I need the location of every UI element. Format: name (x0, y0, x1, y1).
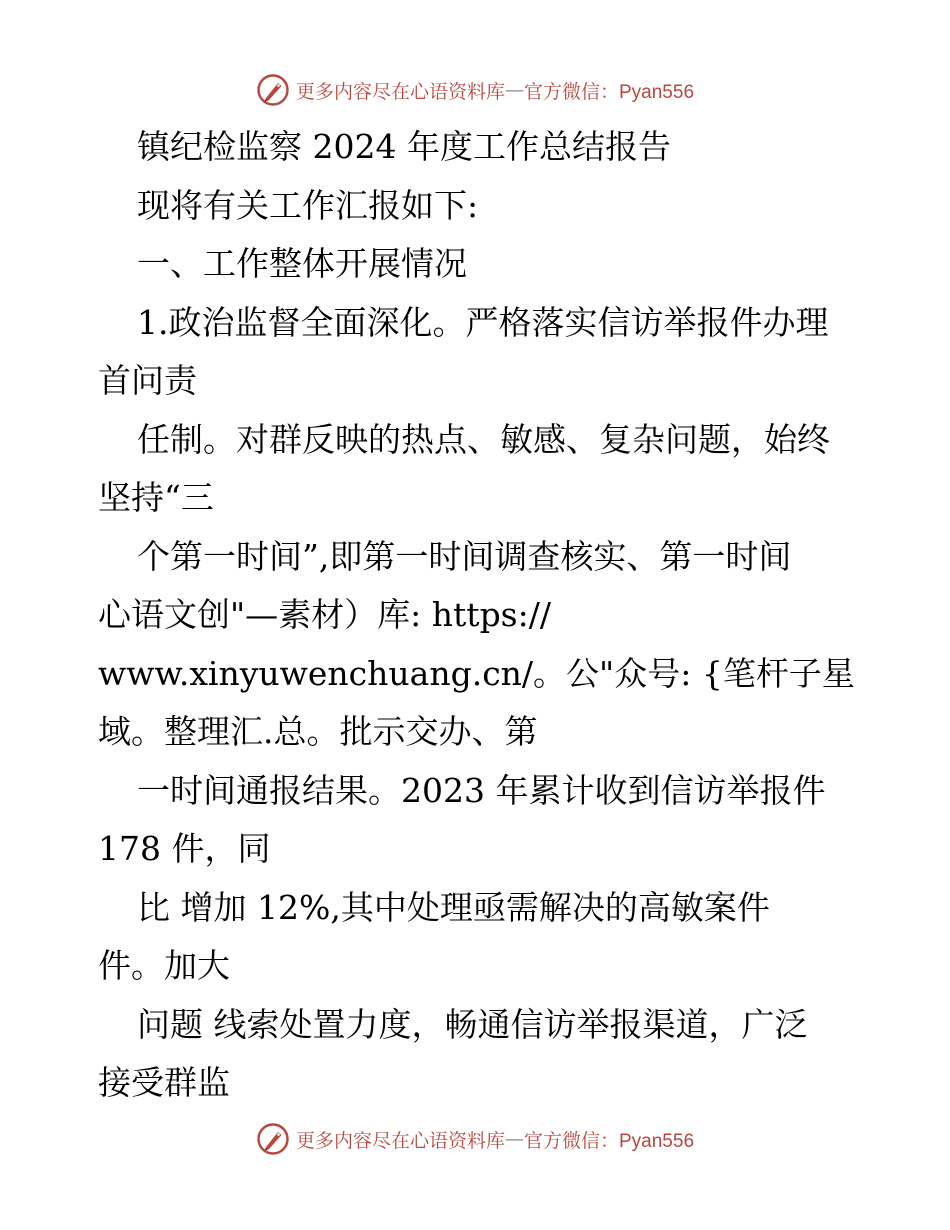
body-line: 一时间通报结果。2023 年累计收到信访举报件 (137, 770, 826, 810)
body-line: 1.政治监督全面深化。严格落实信访举报件办理 (137, 302, 829, 342)
header-banner (0, 70, 950, 110)
section-heading: 一、工作整体开展情况 (137, 244, 467, 283)
document-body (98, 118, 858, 1113)
body-line: 域。整理汇.总。批示交办、第 (98, 712, 538, 751)
body-line: 个第一时间”,即第一时间调查核实、第一时间 (137, 536, 792, 576)
footer-banner (0, 1119, 950, 1159)
body-line: 件。加大 (98, 946, 230, 985)
banner-separator: — (505, 1128, 524, 1150)
body-line: www.xinyuwenchuang.cn/。公"众号: {笔杆子星 (98, 653, 855, 693)
banner-text: 更多内容尽在心语资料库 (295, 1129, 505, 1152)
banner-separator: — (505, 79, 524, 101)
banner-contact: 官方微信：Pyan556 (524, 1130, 695, 1152)
body-line: 接受群监 (98, 1063, 230, 1102)
banner-text: 更多内容尽在心语资料库 (295, 80, 505, 103)
body-line: 问题 线索处置力度，畅通信访举报渠道，广泛 (137, 1004, 808, 1044)
banner-contact: 官方微信：Pyan556 (524, 81, 695, 103)
document-title: 镇纪检监察 2024 年度工作总结报告 (137, 127, 671, 166)
pen-nib-logo-icon (256, 73, 290, 107)
body-line: 任制。对群反映的热点、敏感、复杂问题，始终 (137, 419, 830, 459)
body-line: 178 件，同 (98, 829, 271, 868)
body-line: 首问责 (98, 361, 197, 400)
body-line: 现将有关工作汇报如下: (137, 185, 479, 225)
body-line: 比 增加 12%,其中处理亟需解决的高敏案件 (137, 887, 770, 927)
body-line: 坚持“三 (98, 478, 214, 517)
pen-nib-logo-icon (256, 1122, 290, 1156)
body-line: 心语文创"—素材）库: https:// (98, 595, 551, 634)
